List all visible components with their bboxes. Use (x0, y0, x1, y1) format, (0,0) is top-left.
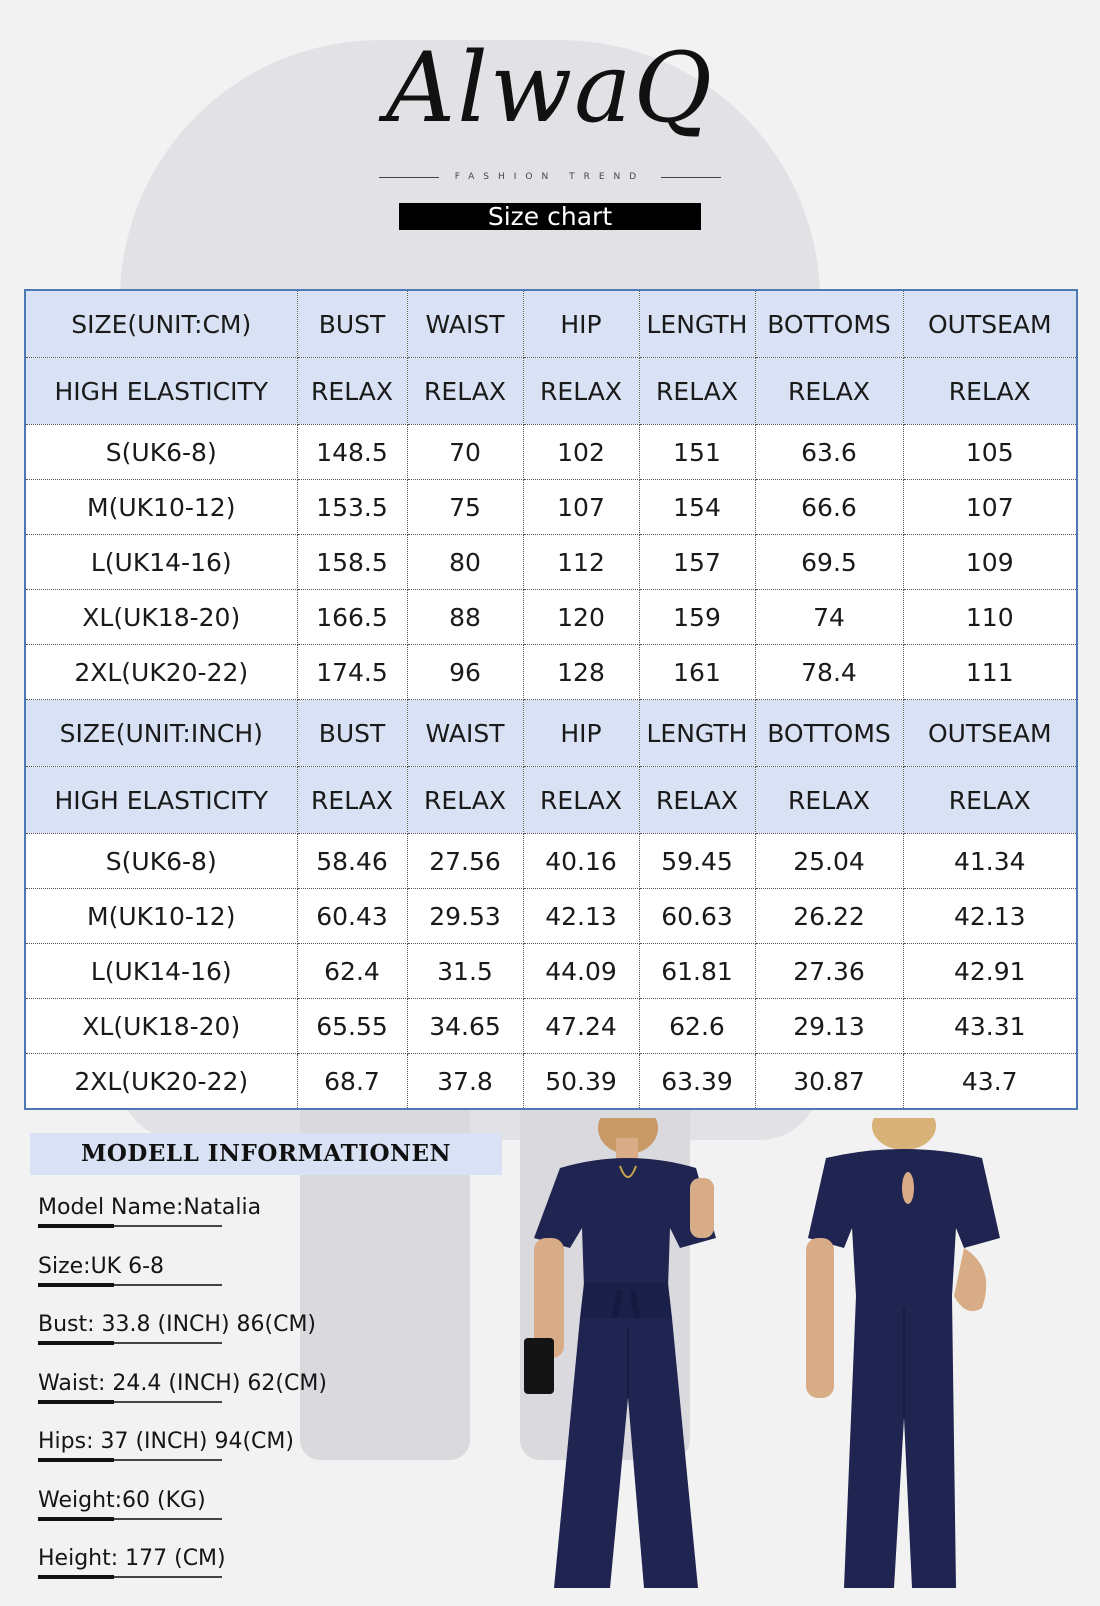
table-cell: 161 (639, 645, 755, 700)
table-cell: HIP (523, 290, 639, 358)
table-row (25, 834, 1077, 889)
table-cell: 42.13 (523, 889, 639, 944)
table-row (25, 1054, 1077, 1110)
table-cell: RELAX (903, 767, 1077, 834)
table-cell: 174.5 (297, 645, 407, 700)
table-cell: 62.4 (297, 944, 407, 999)
divider (38, 1342, 222, 1344)
size-label-cell: L(UK14-16) (25, 535, 297, 590)
model-info-text: Model Name:Natalia (38, 1195, 262, 1220)
table-cell: OUTSEAM (903, 700, 1077, 767)
table-row (25, 999, 1077, 1054)
table-cell: 154 (639, 480, 755, 535)
table-cell: BUST (297, 290, 407, 358)
table-cell: 60.43 (297, 889, 407, 944)
table-cell: 63.39 (639, 1054, 755, 1110)
divider (661, 177, 721, 178)
table-cell: 66.6 (755, 480, 903, 535)
table-cell: 88 (407, 590, 523, 645)
table-row (25, 425, 1077, 480)
model-info-text: Height: 177 (CM) (38, 1546, 226, 1571)
table-cell: 31.5 (407, 944, 523, 999)
model-info-item (38, 1255, 398, 1314)
table-cell: 80 (407, 535, 523, 590)
table-row (25, 480, 1077, 535)
table-cell: 27.36 (755, 944, 903, 999)
size-label-cell: SIZE(UNIT:CM) (25, 290, 297, 358)
table-row (25, 889, 1077, 944)
model-info-list (38, 1196, 398, 1606)
table-cell: 41.34 (903, 834, 1077, 889)
model-info-item (38, 1430, 398, 1489)
table-row (25, 535, 1077, 590)
table-cell: 44.09 (523, 944, 639, 999)
table-cell: 109 (903, 535, 1077, 590)
table-cell: 29.53 (407, 889, 523, 944)
table-cell: 47.24 (523, 999, 639, 1054)
table-cell: 63.6 (755, 425, 903, 480)
model-info-text: Hips: 37 (INCH) 94(CM) (38, 1429, 294, 1454)
size-label-cell: XL(UK18-20) (25, 999, 297, 1054)
table-cell: 42.91 (903, 944, 1077, 999)
size-label-cell: HIGH ELASTICITY (25, 358, 297, 425)
table-cell: WAIST (407, 290, 523, 358)
divider (38, 1401, 222, 1403)
table-cell: LENGTH (639, 290, 755, 358)
table-cell: 42.13 (903, 889, 1077, 944)
table-cell: 43.7 (903, 1054, 1077, 1110)
model-info-text: Size:UK 6-8 (38, 1253, 165, 1279)
table-cell: 25.04 (755, 834, 903, 889)
table-cell: 68.7 (297, 1054, 407, 1110)
table-cell: 166.5 (297, 590, 407, 645)
table-cell: 74 (755, 590, 903, 645)
size-label-cell: 2XL(UK20-22) (25, 1054, 297, 1110)
model-info-item (38, 1372, 398, 1431)
table-cell: 29.13 (755, 999, 903, 1054)
table-cell: 30.87 (755, 1054, 903, 1110)
table-cell: 151 (639, 425, 755, 480)
model-info-title: MODELL INFORMATIONEN (30, 1133, 502, 1175)
table-cell: 75 (407, 480, 523, 535)
table-cell: 111 (903, 645, 1077, 700)
table-cell: 37.8 (407, 1054, 523, 1110)
table-row (25, 944, 1077, 999)
table-cell: OUTSEAM (903, 290, 1077, 358)
table-cell: 61.81 (639, 944, 755, 999)
brand-logo: AlwaQ (385, 32, 715, 144)
table-cell: 153.5 (297, 480, 407, 535)
divider (379, 177, 439, 178)
table-cell: 159 (639, 590, 755, 645)
size-label-cell: L(UK14-16) (25, 944, 297, 999)
divider (38, 1284, 222, 1286)
model-info-text: Weight:60 (KG) (38, 1487, 206, 1513)
table-cell: 107 (903, 480, 1077, 535)
elasticity-row (25, 767, 1077, 834)
table-cell: BOTTOMS (755, 700, 903, 767)
table-cell: 59.45 (639, 834, 755, 889)
table-cell: RELAX (407, 358, 523, 425)
table-cell: 62.6 (639, 999, 755, 1054)
model-info-text: Bust: 33.8 (INCH) 86(CM) (38, 1312, 317, 1337)
table-cell: RELAX (639, 767, 755, 834)
size-chart-table (24, 289, 1078, 1110)
divider (38, 1518, 222, 1520)
brand-tagline-row (0, 172, 1100, 182)
model-photo-back (796, 1118, 1006, 1600)
table-cell: 110 (903, 590, 1077, 645)
table-cell: 107 (523, 480, 639, 535)
table-cell: 112 (523, 535, 639, 590)
table-cell: RELAX (297, 767, 407, 834)
table-cell: 148.5 (297, 425, 407, 480)
divider (38, 1576, 222, 1578)
size-label-cell: 2XL(UK20-22) (25, 645, 297, 700)
table-cell: 65.55 (297, 999, 407, 1054)
table-cell: 58.46 (297, 834, 407, 889)
table-row (25, 590, 1077, 645)
table-cell: 69.5 (755, 535, 903, 590)
divider (38, 1225, 222, 1227)
table-cell: BUST (297, 700, 407, 767)
model-info-item (38, 1489, 398, 1548)
size-label-cell: M(UK10-12) (25, 889, 297, 944)
size-label-cell: SIZE(UNIT:INCH) (25, 700, 297, 767)
size-label-cell: HIGH ELASTICITY (25, 767, 297, 834)
table-header-row (25, 290, 1077, 358)
table-cell: 43.31 (903, 999, 1077, 1054)
table-cell: 70 (407, 425, 523, 480)
table-cell: 102 (523, 425, 639, 480)
model-photo-front (520, 1118, 730, 1600)
table-cell: RELAX (903, 358, 1077, 425)
table-cell: 96 (407, 645, 523, 700)
table-cell: 158.5 (297, 535, 407, 590)
size-label-cell: XL(UK18-20) (25, 590, 297, 645)
table-cell: RELAX (297, 358, 407, 425)
table-cell: LENGTH (639, 700, 755, 767)
table-cell: RELAX (755, 358, 903, 425)
table-cell: RELAX (755, 767, 903, 834)
model-info-item (38, 1196, 398, 1255)
table-cell: 34.65 (407, 999, 523, 1054)
table-cell: RELAX (523, 358, 639, 425)
table-cell: RELAX (523, 767, 639, 834)
size-label-cell: S(UK6-8) (25, 834, 297, 889)
table-cell: BOTTOMS (755, 290, 903, 358)
table-cell: 105 (903, 425, 1077, 480)
table-cell: 78.4 (755, 645, 903, 700)
table-cell: 157 (639, 535, 755, 590)
model-info-item (38, 1547, 398, 1606)
table-cell: 60.63 (639, 889, 755, 944)
table-cell: RELAX (639, 358, 755, 425)
elasticity-row (25, 358, 1077, 425)
table-cell: WAIST (407, 700, 523, 767)
divider (38, 1459, 222, 1461)
model-info-item (38, 1313, 398, 1372)
table-cell: HIP (523, 700, 639, 767)
table-cell: RELAX (407, 767, 523, 834)
page-title: Size chart (399, 203, 701, 230)
table-cell: 50.39 (523, 1054, 639, 1110)
table-cell: 27.56 (407, 834, 523, 889)
size-label-cell: S(UK6-8) (25, 425, 297, 480)
table-cell: 26.22 (755, 889, 903, 944)
table-cell: 40.16 (523, 834, 639, 889)
model-info-text: Waist: 24.4 (INCH) 62(CM) (38, 1370, 327, 1396)
table-header-row (25, 700, 1077, 767)
table-row (25, 645, 1077, 700)
table-cell: 128 (523, 645, 639, 700)
brand-tagline: FASHION TREND (454, 172, 646, 182)
table-cell: 120 (523, 590, 639, 645)
size-label-cell: M(UK10-12) (25, 480, 297, 535)
